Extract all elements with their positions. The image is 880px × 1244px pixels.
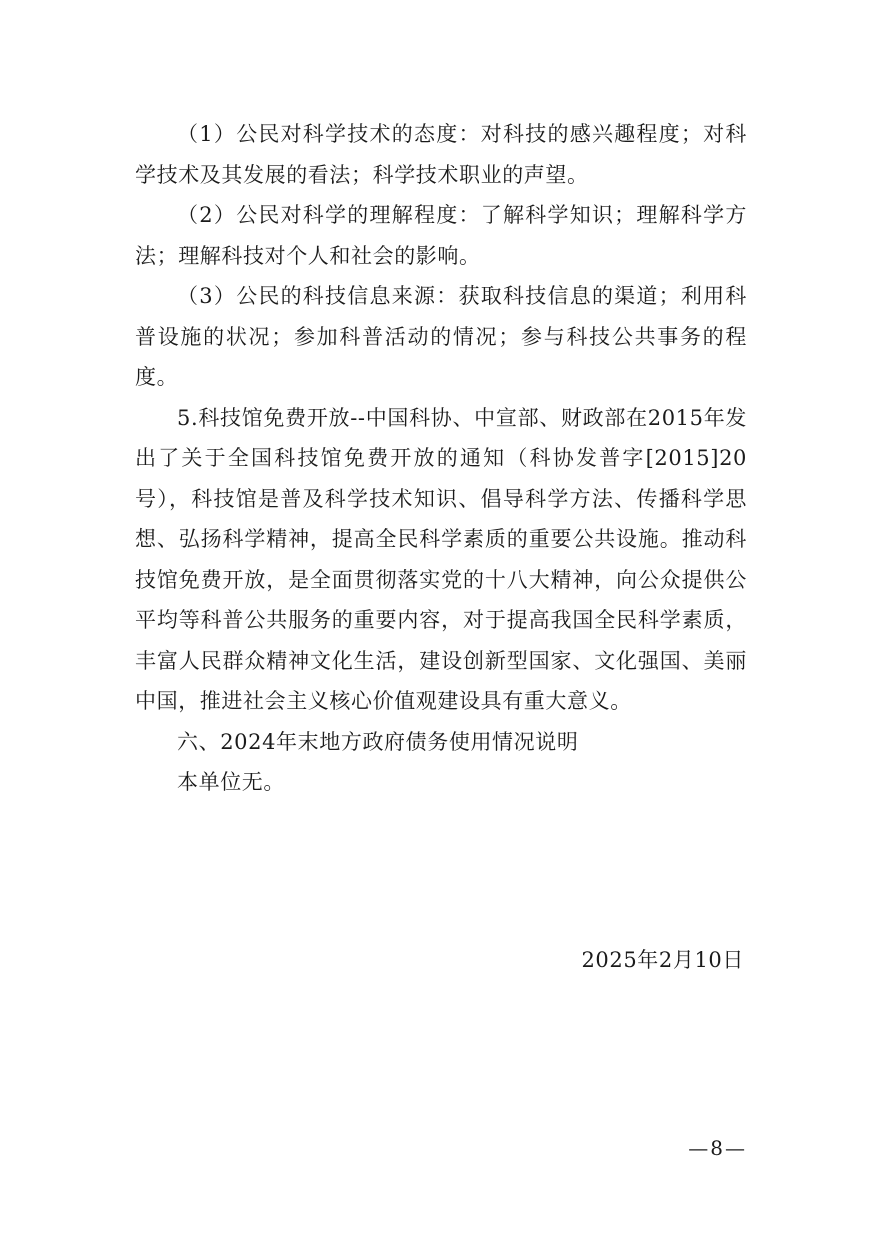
paragraph-information-source: （3）公民的科技信息来源：获取科技信息的渠道；利用科普设施的状况；参加科普活动的情况；参与科技公共事务的程度。 bbox=[135, 284, 747, 389]
section-heading: 六、2024年末地方政府债务使用情况说明 bbox=[177, 729, 579, 754]
page-number: —8— bbox=[688, 1136, 747, 1160]
paragraph-science-museum: 5.科技馆免费开放--中国科协、中宣部、财政部在2015年发出了关于全国科技馆免费开放的通知（科协发普字[2015]20号），科技馆是普及科学技术知识、倡导科学方法、传播科学思想、弘扬科学精神，提高全民科学素质的重要公共设施。推动科技馆免费开放，是全面贯彻落实党的十八大精神，向公众提供公平均等科普公共服务的重要内容，对于提高我国全民科学素质，丰富人民群众精神文化生活，建设创新型国家、文化强国、美丽中国，推进社会主义核心价值观建设具有重大意义。 bbox=[135, 405, 747, 713]
document-date: 2025年2月10日 bbox=[581, 948, 744, 972]
document-body bbox=[135, 114, 747, 803]
paragraph-understanding: （2）公民对科学的理解程度：了解科学知识；理解科学方法；理解科技对个人和社会的影响。 bbox=[135, 203, 747, 268]
paragraph-attitude: （1）公民对科学技术的态度：对科技的感兴趣程度；对科学技术及其发展的看法；科学技术职业的声望。 bbox=[135, 122, 747, 187]
section-body: 本单位无。 bbox=[177, 770, 285, 794]
